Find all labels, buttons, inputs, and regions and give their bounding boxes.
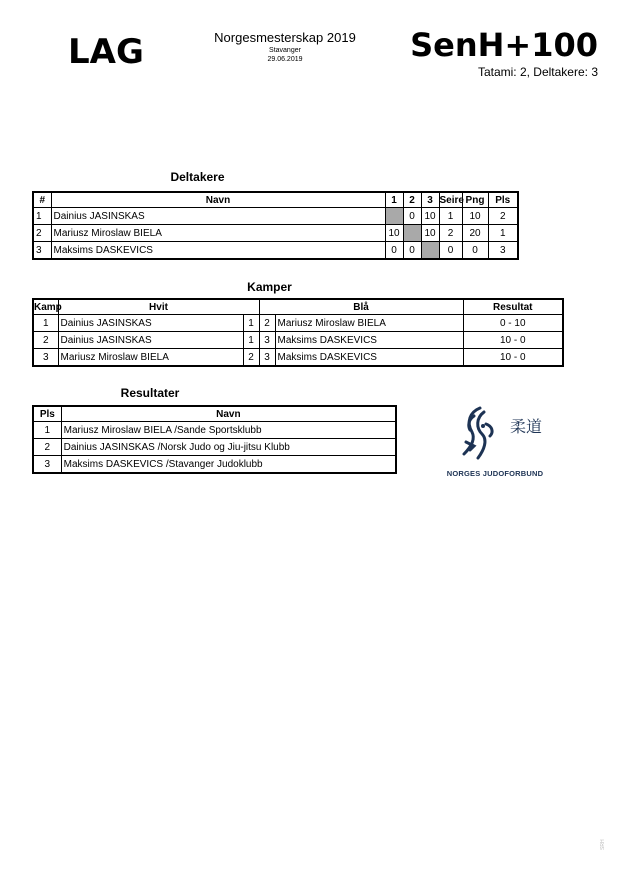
col-header: 2 — [403, 192, 421, 208]
kamper-header-row — [33, 299, 563, 315]
col-header: Hvit — [58, 299, 259, 315]
event-date: 29.06.2019 — [267, 56, 303, 63]
score-cell — [385, 208, 403, 225]
event-title: Norgesmesterskap 2019 — [214, 30, 356, 45]
score-cell: 10 — [385, 225, 403, 242]
resultater-title: Resultater — [120, 386, 180, 400]
table-row — [33, 349, 563, 367]
table-row — [33, 439, 396, 456]
match-number: 3 — [33, 349, 58, 367]
participant-name: Maksims DASKEVICS — [51, 242, 385, 260]
resultater-table — [32, 405, 397, 474]
match-number: 1 — [33, 315, 58, 332]
event-location: Stavanger — [269, 47, 301, 54]
score-cell: 0 — [385, 242, 403, 260]
score-cell: 0 — [403, 208, 421, 225]
white-fighter: Dainius JASINSKAS — [58, 332, 243, 349]
score-cell — [421, 242, 439, 260]
blue-fighter-number: 3 — [259, 332, 275, 349]
white-fighter: Mariusz Miroslaw BIELA — [58, 349, 243, 367]
col-header: 1 — [385, 192, 403, 208]
table-row — [33, 315, 563, 332]
points-cell: 10 — [462, 208, 488, 225]
table-row — [33, 242, 518, 260]
table-row — [33, 225, 518, 242]
wins-cell: 1 — [439, 208, 462, 225]
white-fighter-number: 1 — [243, 332, 259, 349]
tatami-info: Tatami: 2, Deltakere: 3 — [477, 65, 598, 79]
blue-fighter: Mariusz Miroslaw BIELA — [275, 315, 463, 332]
participant-name: Dainius JASINSKAS — [51, 208, 385, 225]
table-row — [33, 332, 563, 349]
dragon-logo-icon — [440, 402, 550, 466]
resultater-header-row — [33, 406, 396, 422]
blue-fighter: Maksims DASKEVICS — [275, 349, 463, 367]
place-cell: 3 — [488, 242, 518, 260]
score-cell: 10 — [421, 225, 439, 242]
participant-name: Mariusz Miroslaw BIELA — [51, 225, 385, 242]
score-cell: 10 — [421, 208, 439, 225]
kamper-table — [32, 298, 564, 367]
score-cell: 0 — [403, 242, 421, 260]
result-place: 1 — [33, 422, 61, 439]
white-fighter-number: 1 — [243, 315, 259, 332]
col-header: Navn — [61, 406, 396, 422]
category-title: SenH+100 — [410, 26, 598, 64]
white-fighter: Dainius JASINSKAS — [58, 315, 243, 332]
col-header: Seire — [439, 192, 462, 208]
result-name: Dainius JASINSKAS /Norsk Judo og Jiu-jitsu Klubb — [61, 439, 396, 456]
table-row — [33, 208, 518, 225]
result-place: 2 — [33, 439, 61, 456]
participant-number: 3 — [33, 242, 51, 260]
participant-number: 1 — [33, 208, 51, 225]
col-header: Navn — [51, 192, 385, 208]
col-header: Pls — [33, 406, 61, 422]
col-header: Pls — [488, 192, 518, 208]
result-name: Maksims DASKEVICS /Stavanger Judoklubb — [61, 456, 396, 474]
blue-fighter-number: 2 — [259, 315, 275, 332]
white-fighter-number: 2 — [243, 349, 259, 367]
deltakere-title: Deltakere — [170, 170, 225, 184]
points-cell: 20 — [462, 225, 488, 242]
participant-number: 2 — [33, 225, 51, 242]
result-name: Mariusz Miroslaw BIELA /Sande Sportsklubb — [61, 422, 396, 439]
wins-cell: 0 — [439, 242, 462, 260]
deltakere-header-row — [33, 192, 518, 208]
score-cell — [403, 225, 421, 242]
col-header: Kamp — [33, 299, 58, 315]
match-number: 2 — [33, 332, 58, 349]
blue-fighter: Maksims DASKEVICS — [275, 332, 463, 349]
col-header: 3 — [421, 192, 439, 208]
col-header: Resultat — [463, 299, 563, 315]
points-cell: 0 — [462, 242, 488, 260]
side-print: SRH — [600, 839, 606, 850]
blue-fighter-number: 3 — [259, 349, 275, 367]
place-cell: 1 — [488, 225, 518, 242]
result-place: 3 — [33, 456, 61, 474]
col-header: Blå — [259, 299, 463, 315]
match-result: 10 - 0 — [463, 349, 563, 367]
col-header: # — [33, 192, 51, 208]
judo-glyphs: 柔道 — [510, 417, 543, 436]
table-row — [33, 422, 396, 439]
team-label: LAG — [68, 32, 144, 72]
match-result: 10 - 0 — [463, 332, 563, 349]
table-row — [33, 456, 396, 474]
col-header: Png — [462, 192, 488, 208]
place-cell: 2 — [488, 208, 518, 225]
judoforbund-logo — [440, 402, 550, 471]
deltakere-table — [32, 191, 519, 260]
logo-text: NORGES JUDOFORBUND — [446, 469, 544, 478]
match-result: 0 - 10 — [463, 315, 563, 332]
wins-cell: 2 — [439, 225, 462, 242]
kamper-title: Kamper — [247, 280, 292, 294]
